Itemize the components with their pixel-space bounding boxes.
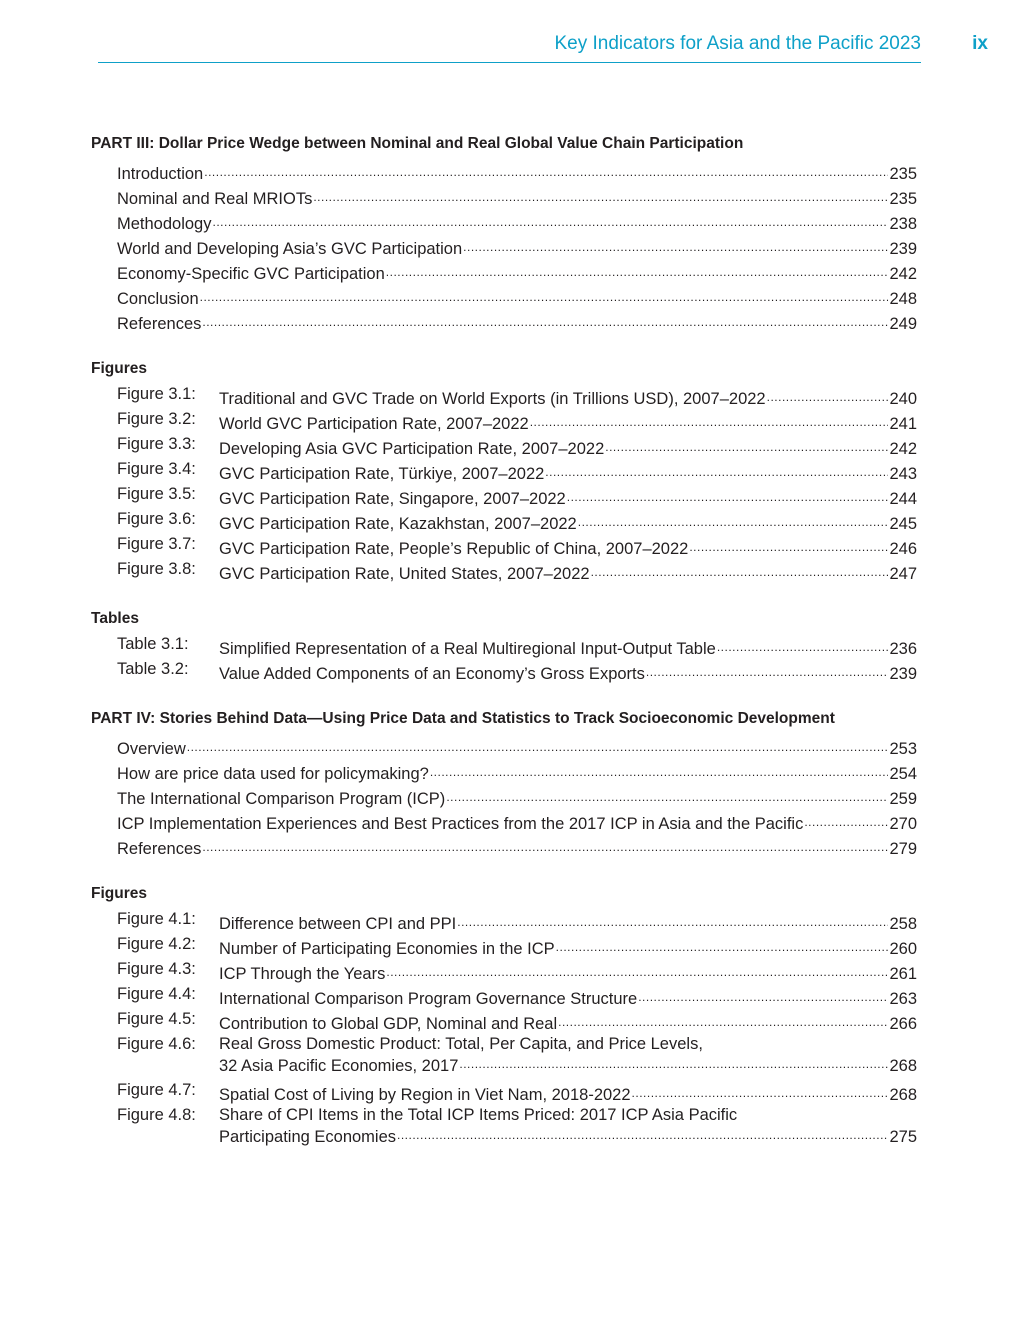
dot-leader bbox=[689, 537, 888, 557]
figure-label: Figure 3.8: bbox=[117, 560, 196, 578]
figure-page: 266 bbox=[889, 1015, 917, 1033]
toc-entry-title: ICP Implementation Experiences and Best Practices from the 2017 ICP in Asia and the Pacific bbox=[117, 815, 804, 833]
toc-entry[interactable] bbox=[91, 284, 917, 309]
figure-entry[interactable] bbox=[91, 909, 917, 934]
toc-entry-title: Nominal and Real MRIOTs bbox=[117, 190, 313, 208]
figure-entry[interactable] bbox=[91, 484, 917, 509]
toc-entry-page: 259 bbox=[889, 790, 917, 808]
toc-entry-page: 270 bbox=[889, 815, 917, 833]
figure-entry[interactable] bbox=[91, 1105, 917, 1151]
figure-entry[interactable] bbox=[91, 1009, 917, 1034]
dot-leader bbox=[717, 637, 889, 657]
tables-heading: Tables bbox=[91, 610, 139, 627]
toc-entry-page: 235 bbox=[889, 165, 917, 183]
dot-leader bbox=[187, 737, 889, 757]
toc-entry-page: 254 bbox=[889, 765, 917, 783]
figure-page: 245 bbox=[889, 515, 917, 533]
figure-title: GVC Participation Rate, People’s Republic of China, 2007–2022 bbox=[219, 540, 689, 558]
figure-entry[interactable] bbox=[91, 1034, 917, 1080]
dot-leader bbox=[202, 837, 888, 857]
dot-leader bbox=[200, 287, 889, 307]
toc-entry-page: 248 bbox=[889, 290, 917, 308]
toc-entry-page: 249 bbox=[889, 315, 917, 333]
figure-label: Figure 3.2: bbox=[117, 410, 196, 428]
section-spacer bbox=[91, 334, 917, 359]
figure-entry[interactable] bbox=[91, 409, 917, 434]
dot-leader bbox=[578, 512, 889, 532]
toc-entry[interactable] bbox=[91, 734, 917, 759]
toc-entry[interactable] bbox=[91, 184, 917, 209]
figure-page: 240 bbox=[889, 390, 917, 408]
figure-entry[interactable] bbox=[91, 1080, 917, 1105]
table-page: 236 bbox=[889, 640, 917, 658]
toc-entry[interactable] bbox=[91, 309, 917, 334]
toc-entry[interactable] bbox=[91, 784, 917, 809]
toc-entry[interactable] bbox=[91, 259, 917, 284]
figure-title-continued: 32 Asia Pacific Economies, 2017 bbox=[219, 1057, 459, 1075]
dot-leader bbox=[386, 962, 888, 982]
dot-leader bbox=[463, 237, 888, 257]
running-header-title: Key Indicators for Asia and the Pacific 2023 bbox=[554, 33, 921, 54]
figure-title: World GVC Participation Rate, 2007–2022 bbox=[219, 415, 529, 433]
toc-entry[interactable] bbox=[91, 209, 917, 234]
figure-page: 275 bbox=[889, 1128, 917, 1146]
dot-leader bbox=[212, 212, 888, 232]
toc-entry-page: 242 bbox=[889, 265, 917, 283]
figure-page: 268 bbox=[889, 1057, 917, 1075]
toc-entry-page: 238 bbox=[889, 215, 917, 233]
figures-heading: Figures bbox=[91, 885, 147, 902]
table-of-contents bbox=[91, 134, 917, 1151]
figure-page: 263 bbox=[889, 990, 917, 1008]
figure-title: Developing Asia GVC Participation Rate, 2007–2022 bbox=[219, 440, 605, 458]
figure-page: 247 bbox=[889, 565, 917, 583]
figure-label: Figure 3.5: bbox=[117, 485, 196, 503]
figure-label: Figure 4.6: bbox=[117, 1035, 196, 1053]
figure-title-continued: Participating Economies bbox=[219, 1128, 397, 1146]
dot-leader bbox=[605, 437, 888, 457]
dot-leader bbox=[397, 1125, 888, 1145]
figure-entry[interactable] bbox=[91, 534, 917, 559]
figure-title: Real Gross Domestic Product: Total, Per Capita, and Price Levels, bbox=[219, 1035, 703, 1053]
figure-label: Figure 4.4: bbox=[117, 985, 196, 1003]
figure-entry[interactable] bbox=[91, 959, 917, 984]
toc-entry-title: Overview bbox=[117, 740, 186, 758]
dot-leader bbox=[638, 987, 888, 1007]
figure-entry[interactable] bbox=[91, 509, 917, 534]
dot-leader bbox=[558, 1012, 888, 1032]
figure-page: 246 bbox=[889, 540, 917, 558]
dot-leader bbox=[646, 662, 889, 682]
figure-page: 261 bbox=[889, 965, 917, 983]
figure-entry[interactable] bbox=[91, 434, 917, 459]
figure-label: Figure 4.8: bbox=[117, 1106, 196, 1124]
figure-title: Share of CPI Items in the Total ICP Items Priced: 2017 ICP Asia Pacific bbox=[219, 1106, 738, 1124]
figure-page: 268 bbox=[889, 1086, 917, 1104]
figure-entry[interactable] bbox=[91, 384, 917, 409]
figure-title: International Comparison Program Governance Structure bbox=[219, 990, 638, 1008]
figure-entry[interactable] bbox=[91, 559, 917, 584]
table-title: Value Added Components of an Economy’s Gross Exports bbox=[219, 665, 645, 683]
toc-entry-page: 253 bbox=[889, 740, 917, 758]
figure-entry[interactable] bbox=[91, 459, 917, 484]
toc-entry-title: The International Comparison Program (ICP) bbox=[117, 790, 446, 808]
part-iv-heading[interactable]: PART IV: Stories Behind Data—Using Price Data and Statistics to Track Socioeconomic Development bbox=[91, 710, 835, 727]
table-page: 239 bbox=[889, 665, 917, 683]
figure-page: 260 bbox=[889, 940, 917, 958]
dot-leader bbox=[459, 1054, 888, 1074]
toc-entry-page: 235 bbox=[889, 190, 917, 208]
figure-label: Figure 3.6: bbox=[117, 510, 196, 528]
figure-label: Figure 3.7: bbox=[117, 535, 196, 553]
figure-label: Figure 4.7: bbox=[117, 1081, 196, 1099]
header-divider bbox=[98, 62, 921, 63]
table-label: Table 3.2: bbox=[117, 660, 189, 678]
dot-leader bbox=[446, 787, 888, 807]
figure-title: Contribution to Global GDP, Nominal and Real bbox=[219, 1015, 558, 1033]
figure-title: GVC Participation Rate, Türkiye, 2007–2022 bbox=[219, 465, 545, 483]
dot-leader bbox=[457, 912, 888, 932]
toc-entry-title: Economy-Specific GVC Participation bbox=[117, 265, 385, 283]
dot-leader bbox=[386, 262, 889, 282]
figure-title: Difference between CPI and PPI bbox=[219, 915, 457, 933]
toc-entry[interactable] bbox=[91, 759, 917, 784]
dot-leader bbox=[767, 387, 889, 407]
figure-title: GVC Participation Rate, Kazakhstan, 2007–2022 bbox=[219, 515, 577, 533]
section-spacer bbox=[91, 859, 917, 884]
figure-title: GVC Participation Rate, United States, 2007–2022 bbox=[219, 565, 590, 583]
figure-title: ICP Through the Years bbox=[219, 965, 386, 983]
toc-entry-title: Conclusion bbox=[117, 290, 199, 308]
figure-entry[interactable] bbox=[91, 984, 917, 1009]
toc-entry-title: World and Developing Asia’s GVC Participation bbox=[117, 240, 463, 258]
figure-label: Figure 4.3: bbox=[117, 960, 196, 978]
part-iii-heading[interactable]: PART III: Dollar Price Wedge between Nominal and Real Global Value Chain Participation bbox=[91, 135, 744, 152]
dot-leader bbox=[530, 412, 889, 432]
figure-entry[interactable] bbox=[91, 934, 917, 959]
toc-entry-title: Introduction bbox=[117, 165, 204, 183]
figure-label: Figure 4.5: bbox=[117, 1010, 196, 1028]
figure-title: Traditional and GVC Trade on World Exports (in Trillions USD), 2007–2022 bbox=[219, 390, 766, 408]
figures-heading: Figures bbox=[91, 360, 147, 377]
figure-page: 243 bbox=[889, 465, 917, 483]
dot-leader bbox=[545, 462, 888, 482]
figure-title: GVC Participation Rate, Singapore, 2007–2022 bbox=[219, 490, 566, 508]
table-title: Simplified Representation of a Real Multiregional Input-Output Table bbox=[219, 640, 716, 658]
dot-leader bbox=[567, 487, 889, 507]
section-spacer bbox=[91, 584, 917, 609]
table-entry[interactable] bbox=[91, 659, 917, 684]
figure-label: Figure 4.2: bbox=[117, 935, 196, 953]
figure-title: Number of Participating Economies in the ICP bbox=[219, 940, 555, 958]
dot-leader bbox=[204, 162, 888, 182]
figure-label: Figure 3.3: bbox=[117, 435, 196, 453]
toc-entry[interactable] bbox=[91, 234, 917, 259]
toc-entry-title: References bbox=[117, 840, 202, 858]
table-label: Table 3.1: bbox=[117, 635, 189, 653]
toc-entry[interactable] bbox=[91, 809, 917, 834]
figure-page: 258 bbox=[889, 915, 917, 933]
toc-entry[interactable] bbox=[91, 159, 917, 184]
section-spacer bbox=[91, 684, 917, 709]
dot-leader bbox=[556, 937, 889, 957]
figure-label: Figure 3.4: bbox=[117, 460, 196, 478]
toc-entry-page: 279 bbox=[889, 840, 917, 858]
toc-entry-title: Methodology bbox=[117, 215, 212, 233]
dot-leader bbox=[804, 812, 888, 832]
figure-page: 244 bbox=[889, 490, 917, 508]
toc-entry-title: How are price data used for policymaking? bbox=[117, 765, 429, 783]
figure-page: 241 bbox=[889, 415, 917, 433]
dot-leader bbox=[591, 562, 889, 582]
toc-entry[interactable] bbox=[91, 834, 917, 859]
toc-entry-page: 239 bbox=[889, 240, 917, 258]
figure-page: 242 bbox=[889, 440, 917, 458]
figure-label: Figure 3.1: bbox=[117, 385, 196, 403]
dot-leader bbox=[313, 187, 888, 207]
toc-entry-title: References bbox=[117, 315, 202, 333]
dot-leader bbox=[430, 762, 889, 782]
figure-title: Spatial Cost of Living by Region in Viet Nam, 2018-2022 bbox=[219, 1086, 631, 1104]
dot-leader bbox=[202, 312, 888, 332]
table-entry[interactable] bbox=[91, 634, 917, 659]
figure-label: Figure 4.1: bbox=[117, 910, 196, 928]
page-number: ix bbox=[972, 33, 988, 54]
dot-leader bbox=[632, 1083, 889, 1103]
